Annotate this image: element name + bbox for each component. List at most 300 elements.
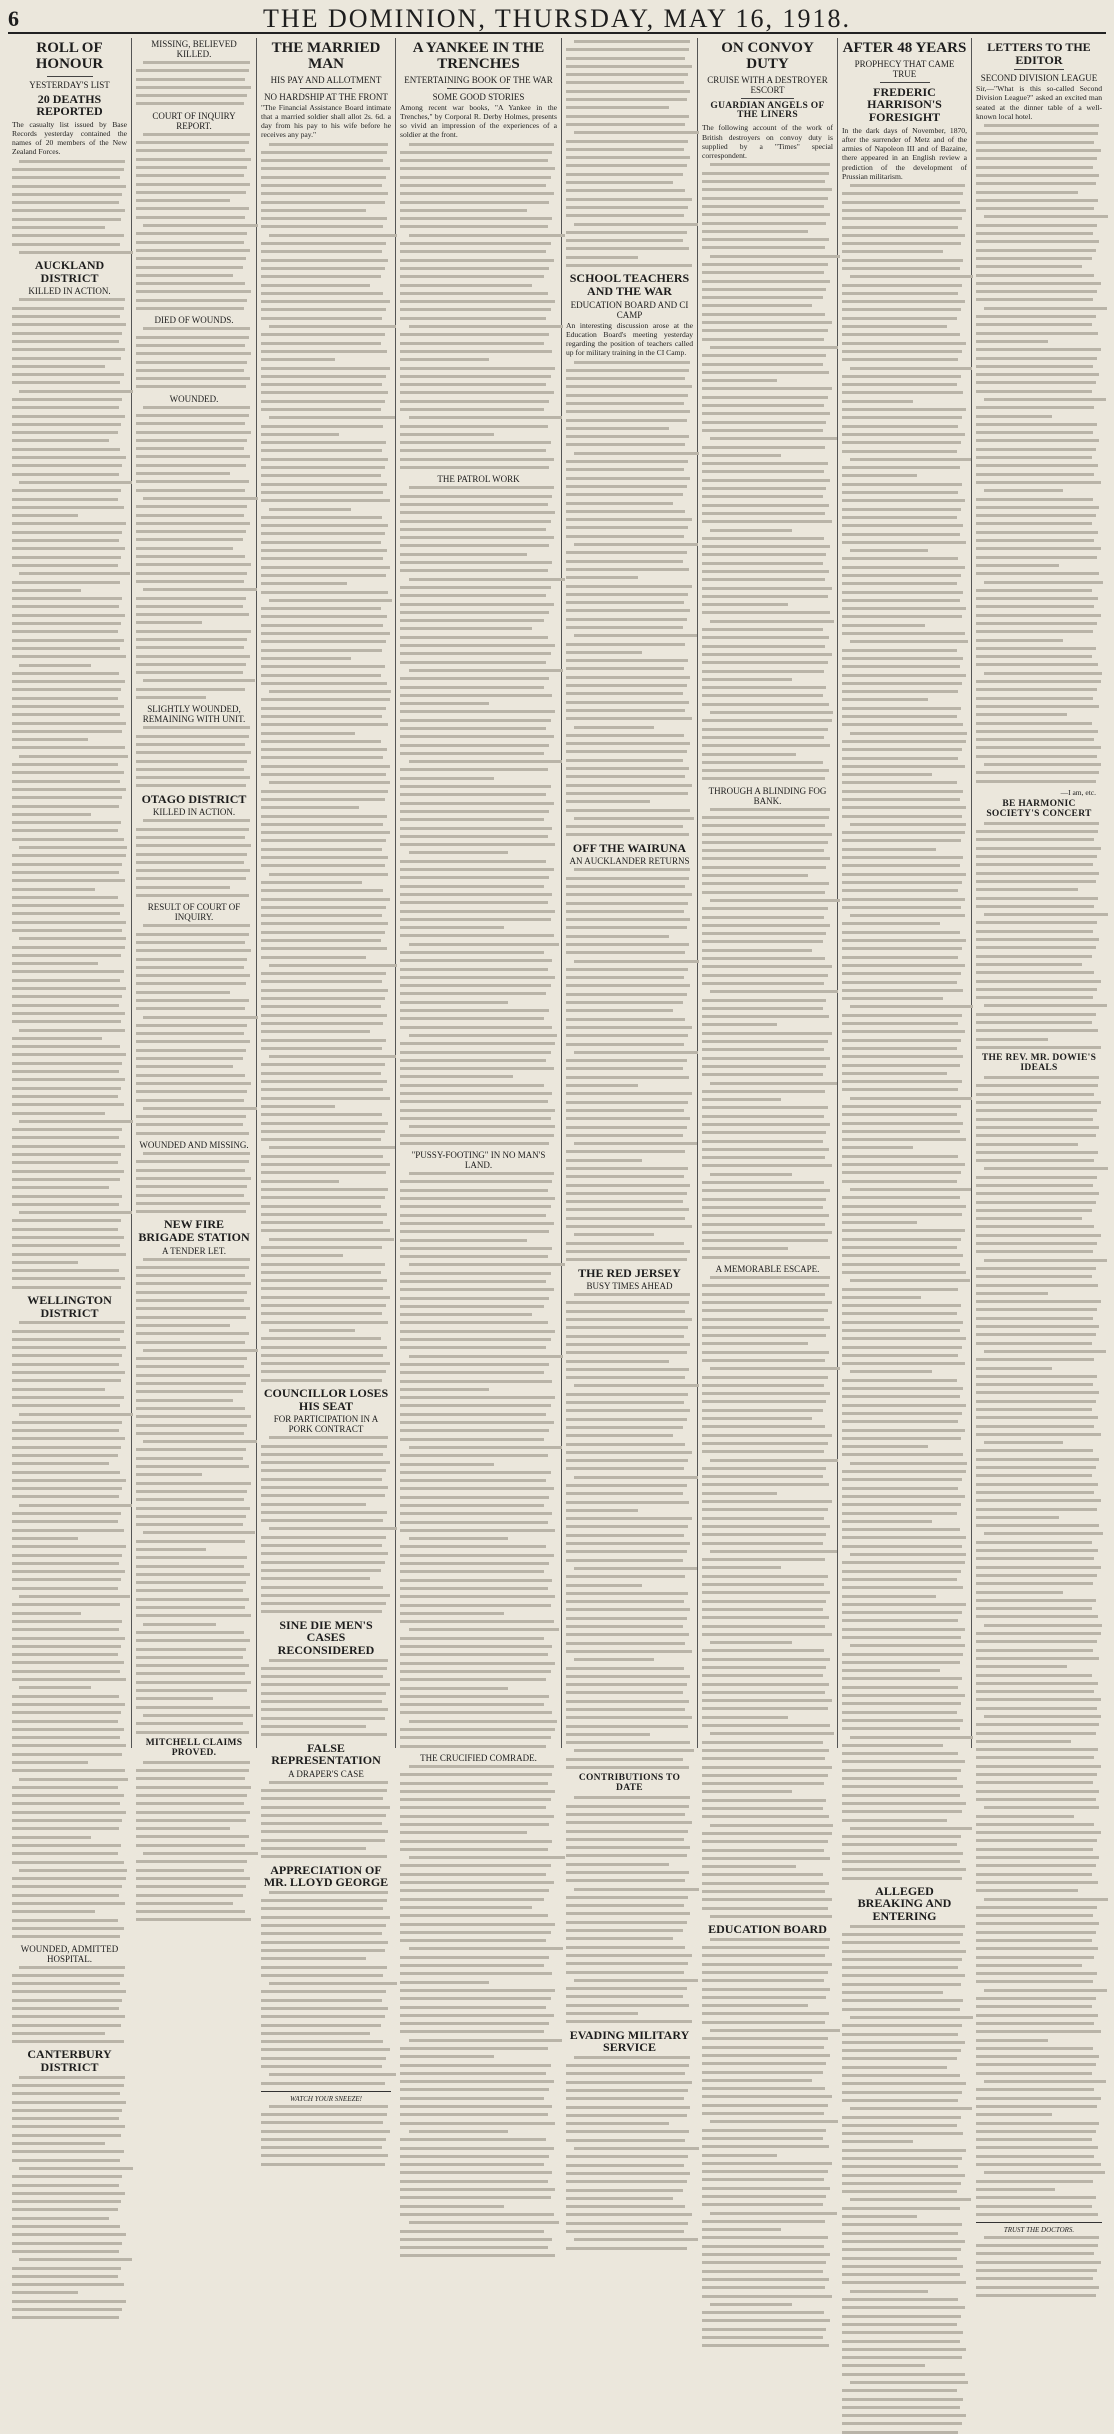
text-line: [842, 1677, 962, 1680]
text-line: [12, 340, 119, 343]
text-line: [400, 176, 551, 179]
text-line: [12, 2275, 118, 2278]
text-line: [842, 1950, 966, 1953]
text-line: [400, 1247, 552, 1250]
text-line: [574, 2147, 700, 2150]
text-line: [261, 225, 383, 228]
text-line: [842, 516, 957, 519]
text-line: [842, 1130, 960, 1133]
text-line: [12, 1910, 95, 1913]
text-line: [842, 2315, 961, 2318]
text-line: [400, 1100, 548, 1103]
text-line: [566, 784, 692, 787]
text-line: [976, 996, 1093, 999]
text-line: [12, 1894, 119, 1897]
text-line: [702, 1840, 828, 1843]
text-line: [710, 1082, 837, 1085]
text-line: [976, 2130, 1096, 2133]
text-line: [976, 1038, 1048, 1041]
text-line: [136, 174, 244, 177]
text-line: [400, 284, 532, 287]
text-line: [842, 2406, 960, 2409]
text-line: [976, 415, 1052, 418]
text-line: [566, 1534, 684, 1537]
text-line: [12, 1670, 120, 1673]
text-line: [566, 560, 683, 563]
text-line: [842, 898, 965, 901]
text-line: [984, 1076, 1100, 1079]
text-line: [136, 1473, 202, 1476]
text-line: [702, 1284, 829, 1287]
text-line: [261, 499, 390, 502]
text-line: [136, 266, 243, 269]
text-line: [400, 594, 546, 597]
text-line: [976, 1748, 1098, 1751]
text-line: [261, 1105, 335, 1108]
text-line: [850, 184, 965, 187]
text-line: [976, 1292, 1048, 1295]
text-line: [12, 1112, 105, 1115]
text-line: [702, 1392, 830, 1395]
text-line: [566, 502, 673, 505]
text-line: [850, 367, 973, 370]
text-line: [12, 954, 121, 957]
text-line: [400, 1009, 549, 1012]
text-line: [566, 568, 689, 571]
text-line: [702, 1716, 788, 1719]
text-line: [12, 1195, 122, 1198]
text-line: [702, 1508, 828, 1511]
text-line: [710, 990, 838, 993]
text-line: [269, 1055, 396, 1058]
text-line: [566, 676, 690, 679]
text-line: [400, 1545, 546, 1548]
text-line: [702, 1558, 825, 1561]
text-line: [566, 1200, 683, 1203]
text-line: [136, 1099, 244, 1102]
text-line: [12, 722, 126, 725]
subhead-entertaining-book: ENTERTAINING BOOK OF THE WAR: [404, 74, 553, 85]
text-line: [136, 102, 244, 105]
text-line: [136, 1082, 251, 1085]
text-line: [400, 1670, 551, 1673]
text-line: [702, 1707, 828, 1710]
text-line: [842, 1653, 963, 1656]
article-body-lines: [12, 160, 127, 254]
text-line: [976, 780, 1096, 783]
text-line: [261, 358, 335, 361]
text-line: [261, 217, 387, 220]
text-line: [702, 2087, 825, 2090]
text-line: [566, 759, 683, 762]
text-line: [702, 213, 830, 216]
headline-canterbury: CANTERBURY DISTRICT: [27, 2047, 112, 2075]
text-line: [842, 1362, 965, 1365]
text-line: [566, 214, 684, 217]
text-line: [12, 406, 119, 409]
article-body-lines: [261, 2105, 391, 2166]
text-line: [261, 1602, 386, 1605]
text-line: [261, 947, 387, 950]
text-line: [976, 1209, 1092, 1212]
text-line: [12, 201, 119, 204]
text-line: [136, 1090, 247, 1093]
text-line: [269, 781, 390, 784]
text-line: [400, 860, 546, 863]
text-line: [269, 1781, 389, 1784]
text-line: [850, 275, 974, 278]
text-line: [702, 2054, 830, 2057]
text-line: [702, 965, 832, 968]
text-line: [702, 1115, 824, 1118]
text-line: [976, 406, 1094, 409]
text-line: [400, 644, 555, 647]
text-line: [566, 419, 687, 422]
text-line: [143, 1152, 250, 1155]
text-line: [12, 1228, 118, 1231]
text-line: [702, 421, 826, 424]
text-line: [261, 1296, 390, 1299]
text-line: [12, 896, 118, 899]
text-line: [976, 348, 1101, 351]
text-line: [842, 1030, 965, 1033]
text-line: [566, 1633, 689, 1636]
text-line: [12, 1404, 120, 1407]
text-line: [566, 2004, 689, 2007]
text-line: [566, 2139, 685, 2142]
text-line: [409, 2221, 558, 2224]
text-line: [702, 1301, 832, 1304]
text-line: [842, 2356, 962, 2359]
text-line: [574, 817, 695, 820]
text-line: [136, 455, 250, 458]
text-line: [566, 1009, 673, 1012]
text-line: [976, 1300, 1101, 1303]
text-line: [400, 1931, 551, 1934]
text-line: [261, 433, 339, 436]
subhead-crucified-comrade: THE CRUCIFIED COMRADE.: [420, 1752, 537, 1763]
text-line: [12, 821, 121, 824]
text-line: [702, 1782, 824, 1785]
text-line: [261, 1171, 386, 1174]
text-line: [12, 1338, 120, 1341]
text-line: [842, 499, 965, 502]
text-line: [702, 1434, 832, 1437]
text-line: [136, 1918, 251, 1921]
text-line: [400, 1487, 554, 1490]
text-line: [566, 2114, 687, 2117]
text-line: [12, 929, 122, 932]
text-line: [400, 267, 549, 270]
text-line: [409, 234, 564, 237]
text-line: [842, 1039, 961, 1042]
text-line: [566, 1451, 692, 1454]
text-line: [842, 2422, 962, 2425]
article-body-lines: [566, 361, 693, 837]
column-2: [132, 38, 257, 1758]
text-line: [400, 951, 544, 954]
text-line: [261, 922, 388, 925]
text-line: [976, 730, 1098, 733]
text-line: [12, 168, 124, 171]
text-line: [400, 1823, 549, 1826]
text-line: [702, 1098, 781, 1101]
text-line: [136, 1266, 249, 1269]
text-line: [136, 547, 233, 550]
text-line: [702, 661, 828, 664]
text-line: [12, 1037, 102, 1040]
text-line: [842, 1545, 962, 1548]
text-line: [261, 1974, 383, 1977]
text-line: [976, 448, 1096, 451]
text-line: [400, 449, 546, 452]
text-line: [842, 873, 966, 876]
text-line: [136, 1777, 245, 1780]
text-line: [842, 1991, 943, 1994]
article-body-lines: [702, 808, 833, 1259]
text-line: [136, 1523, 243, 1526]
text-line: [702, 321, 832, 324]
text-line: [12, 1354, 122, 1357]
text-line: [136, 166, 247, 169]
text-line: [261, 192, 388, 195]
text-line: [702, 2311, 824, 2314]
text-line: [976, 2055, 1099, 2058]
text-line: [850, 1370, 933, 1373]
text-line: [400, 2047, 548, 2050]
text-line: [976, 1483, 1098, 1486]
text-line: [566, 1150, 685, 1153]
text-line: [976, 1184, 1093, 1187]
text-line: [842, 748, 962, 751]
article-body-lines: [136, 819, 252, 897]
text-line: [136, 1639, 250, 1642]
text-line: [566, 410, 690, 413]
text-line: [842, 284, 962, 287]
text-line: [400, 2113, 548, 2116]
text-line: [842, 1727, 960, 1730]
headline-harrison-foresight: FREDERIC HARRISON'S FORESIGHT: [867, 84, 942, 124]
text-line: [710, 255, 840, 258]
text-line: [574, 1233, 654, 1236]
text-line: [400, 441, 551, 444]
text-line: [574, 1979, 698, 1982]
text-line: [566, 2247, 687, 2250]
text-line: [12, 680, 125, 683]
text-line: [976, 1284, 1098, 1287]
text-line: [566, 164, 687, 167]
text-line: [12, 1990, 126, 1993]
text-line: [702, 1256, 830, 1259]
text-line: [702, 553, 826, 556]
text-line: [842, 1487, 958, 1490]
text-line: [566, 643, 685, 646]
text-line: [12, 176, 120, 179]
text-line: [261, 856, 388, 859]
text-line: [574, 960, 700, 963]
text-line: [136, 1697, 213, 1700]
text-line: [12, 2150, 124, 2153]
text-line: [702, 2170, 828, 2173]
text-line: [702, 205, 824, 208]
text-line: [842, 2116, 961, 2119]
column-4: [396, 38, 562, 1763]
text-line: [261, 151, 387, 154]
text-line: [12, 1554, 122, 1557]
text-line: [136, 1681, 251, 1684]
text-line: [261, 1519, 383, 1522]
text-line: [976, 1557, 1094, 1560]
text-line: [400, 827, 552, 830]
text-line: [400, 1404, 551, 1407]
text-line: [269, 873, 389, 876]
article-body-lines: [136, 133, 252, 310]
text-line: [842, 582, 957, 585]
text-line: [842, 2140, 913, 2143]
text-line: [12, 2250, 119, 2253]
text-line: [842, 781, 957, 784]
article-body-lines: [261, 143, 391, 1382]
text-line: [12, 1786, 118, 1789]
text-line: [261, 1221, 383, 1224]
text-line: [400, 1881, 554, 1884]
text-line: [12, 1396, 124, 1399]
text-line: [261, 1789, 387, 1792]
text-line: [842, 400, 913, 403]
text-line: [12, 539, 119, 542]
text-line: [566, 1318, 692, 1321]
text-line: [842, 1478, 962, 1481]
text-line: [842, 848, 936, 851]
article-body-lines: [12, 298, 127, 1288]
text-line: [409, 1856, 564, 1859]
text-line: [12, 871, 119, 874]
text-line: [269, 508, 351, 511]
text-line: [12, 1736, 120, 1739]
text-line: [12, 2142, 105, 2145]
text-line: [136, 1631, 244, 1634]
text-line: [143, 1107, 257, 1110]
text-line: [566, 485, 687, 488]
text-line: [261, 209, 366, 212]
text-line: [702, 1231, 832, 1234]
text-line: [400, 242, 551, 245]
article-body-lines: [566, 1796, 693, 2023]
text-line: [136, 784, 246, 787]
text-line: [702, 2021, 825, 2024]
text-line: [261, 1511, 387, 1514]
subhead-second-division: SECOND DIVISION LEAGUE: [980, 73, 1098, 84]
text-line: [842, 1288, 958, 1291]
subhead-pussy-footing: "PUSSY-FOOTING" IN NO MAN'S LAND.: [411, 1150, 546, 1171]
text-line: [976, 1342, 1092, 1345]
text-line: [143, 327, 250, 330]
text-line: [702, 1293, 825, 1296]
text-line: [400, 1906, 532, 1909]
text-line: [136, 1457, 243, 1460]
text-line: [261, 176, 386, 179]
text-line: [261, 1830, 388, 1833]
text-line: [842, 939, 966, 942]
text-line: [842, 1155, 958, 1158]
text-line: [261, 881, 362, 884]
text-line: [702, 849, 824, 852]
text-line: [261, 665, 385, 668]
text-line: [702, 1633, 832, 1636]
text-line: [976, 738, 1094, 741]
text-line: [400, 2022, 549, 2025]
text-line: [566, 57, 685, 60]
text-line: [400, 694, 552, 697]
text-line: [261, 1453, 383, 1456]
text-line: [261, 889, 383, 892]
text-line: [976, 2005, 1092, 2008]
subhead-busy-times: BUSY TIMES AHEAD: [586, 1281, 673, 1292]
text-line: [261, 1279, 387, 1282]
text-line: [400, 1782, 548, 1785]
text-line: [702, 446, 825, 449]
text-line: [702, 1400, 826, 1403]
text-line: [269, 964, 398, 967]
text-line: [566, 1343, 690, 1346]
text-line: [976, 1566, 1101, 1569]
text-line: [261, 1254, 343, 1257]
text-line: [842, 922, 940, 925]
text-line: [12, 1479, 126, 1482]
text-line: [566, 369, 689, 372]
text-line: [702, 2220, 825, 2223]
text-line: [261, 1839, 385, 1842]
text-line: [842, 1719, 963, 1722]
text-line: [136, 336, 249, 339]
text-line: [400, 383, 546, 386]
text-line: [976, 2261, 1101, 2264]
text-line: [136, 1902, 233, 1905]
text-line: [842, 765, 965, 768]
text-line: [400, 2246, 548, 2249]
text-line: [842, 2157, 962, 2160]
text-line: [400, 2006, 546, 2009]
text-line: [136, 282, 245, 285]
text-line: [400, 959, 552, 962]
text-line: [842, 259, 963, 262]
subhead-pay-allotment: HIS PAY AND ALLOTMENT: [270, 74, 382, 85]
text-line: [842, 234, 965, 237]
text-line: [136, 1177, 251, 1180]
text-line: [984, 1167, 1109, 1170]
text-line: [136, 1606, 245, 1609]
text-line: [136, 1548, 206, 1551]
text-line: [136, 538, 243, 541]
text-line: [566, 1517, 692, 1520]
article-body-lines: [842, 184, 967, 1880]
headline-education-board: EDUCATION BOARD: [708, 1922, 827, 1937]
text-line: [12, 879, 125, 882]
text-line: [136, 638, 247, 641]
text-line: [976, 1358, 1094, 1361]
text-line: [261, 267, 385, 270]
text-line: [702, 1106, 828, 1109]
text-line: [702, 2278, 829, 2281]
text-line: [136, 149, 245, 152]
text-line: [976, 1972, 1097, 1975]
text-line: [261, 1561, 385, 1564]
text-line: [702, 2145, 829, 2148]
text-line: [702, 982, 824, 985]
text-line: [400, 2030, 544, 2033]
text-line: [12, 796, 122, 799]
text-line: [261, 441, 386, 444]
